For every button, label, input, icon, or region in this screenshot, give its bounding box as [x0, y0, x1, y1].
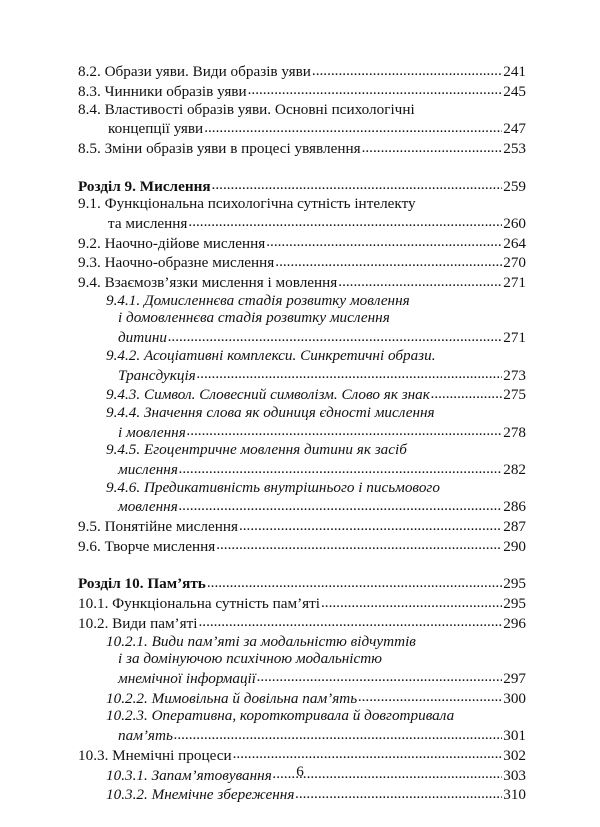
toc-entry-9-1	[78, 213, 526, 233]
toc-entry-9-4-4	[78, 422, 526, 442]
toc-entry-10-2-1-line1: 10.2.1. Види пам’яті за модальністю відчуттів	[106, 632, 416, 650]
toc-entry-page: 253	[503, 140, 526, 158]
toc-chapter-title: Розділ 10. Пам’ять	[78, 575, 206, 593]
toc-entry-page: 271	[503, 329, 526, 347]
toc-entry-page: 271	[503, 274, 526, 292]
toc-entry-10-1	[78, 593, 526, 613]
toc-entry-title: 10.3. Мнемічні процеси	[78, 746, 232, 764]
toc-entry-9-4-4-line1: 9.4.4. Значення слова як одиниця єдності мислення	[106, 403, 435, 421]
toc-entry-9-3	[78, 252, 526, 272]
toc-entry-8-3	[78, 81, 526, 101]
toc-entry-page: 264	[503, 234, 526, 252]
toc-entry-10-2-1-line2: і за домінуючою психічною модальністю	[118, 650, 382, 668]
toc-entry-page: 286	[503, 498, 526, 516]
toc-entry-title: Трансдукція	[118, 366, 196, 384]
toc-entry-9-4-5	[78, 459, 526, 479]
toc-entry-9-4-2	[78, 364, 526, 384]
toc-entry-page: 296	[503, 614, 526, 632]
toc-entry-page: 278	[503, 423, 526, 441]
toc-entry-page: 247	[503, 120, 526, 138]
toc-entry-8-4	[78, 118, 526, 138]
toc-entry-9-4-1-line1: 9.4.1. Домисленнєва стадія розвитку мовлення	[106, 291, 410, 309]
toc-entry-page: 273	[503, 366, 526, 384]
toc-entry-title: мнемічної інформації	[118, 669, 256, 687]
dot-leader	[431, 384, 502, 399]
dot-leader	[204, 118, 502, 133]
toc-entry-page: 301	[503, 727, 526, 745]
toc-entry-page: 259	[503, 177, 526, 195]
toc-entry-title: 8.2. Образи уяви. Види образів уяви	[78, 63, 311, 81]
toc-entry-10-2-3-line1: 10.2.3. Оперативна, короткотривала й довготривала	[106, 707, 455, 725]
dot-leader	[216, 536, 502, 551]
toc-entry-title: 9.4.3. Символ. Словесний символізм. Слово як знак	[106, 386, 430, 404]
toc-entry-title: дитини	[118, 329, 167, 347]
toc-entry-9-4-1-line2: і домовленнєва стадія розвитку мислення	[118, 309, 390, 327]
toc-entry-10-2-3	[78, 725, 526, 745]
dot-leader	[266, 232, 502, 247]
toc-entry-title: і мовлення	[118, 423, 186, 441]
table-of-contents	[78, 61, 526, 804]
dot-leader	[197, 364, 502, 379]
dot-leader	[212, 175, 503, 190]
dot-leader	[257, 668, 502, 683]
toc-entry-page: 303	[503, 766, 526, 784]
toc-entry-title: та мислення	[108, 214, 188, 232]
toc-entry-title: 8.5. Зміни образів уяви в процесі увявлення	[78, 140, 361, 158]
toc-entry-page: 295	[503, 595, 526, 613]
dot-leader	[275, 252, 502, 267]
toc-entry-page: 241	[503, 63, 526, 81]
toc-entry-10-2-2	[78, 688, 526, 708]
toc-entry-9-4	[78, 272, 526, 292]
toc-entry-title: 10.1. Функціональна сутність пам’яті	[78, 595, 320, 613]
toc-entry-9-6	[78, 536, 526, 556]
spacer	[78, 158, 526, 176]
toc-entry-10-3	[78, 745, 526, 765]
toc-entry-page: 297	[503, 669, 526, 687]
toc-entry-page: 290	[503, 538, 526, 556]
toc-chapter-title: Розділ 9. Мислення	[78, 177, 211, 195]
toc-entry-8-5	[78, 138, 526, 158]
toc-entry-9-4-3	[78, 384, 526, 404]
dot-leader	[207, 573, 502, 588]
dot-leader	[338, 272, 502, 287]
dot-leader	[248, 81, 503, 96]
toc-entry-page: 260	[503, 214, 526, 232]
toc-entry-10-2-1	[78, 668, 526, 688]
toc-entry-10-2	[78, 613, 526, 633]
toc-entry-9-2	[78, 232, 526, 252]
toc-chapter-9	[78, 175, 526, 195]
toc-entry-title: 10.3.1. Запам’ятовування	[106, 766, 272, 784]
toc-entry-title: 9.5. Понятійне мислення	[78, 518, 238, 536]
toc-entry-9-4-6-line1: 9.4.6. Предикативність внутрішнього і письмового	[106, 478, 440, 496]
toc-entry-page: 275	[503, 386, 526, 404]
toc-entry-9-4-1	[78, 327, 526, 347]
dot-leader	[187, 422, 502, 437]
toc-entry-title: 9.6. Творче мислення	[78, 538, 216, 556]
dot-leader	[362, 138, 503, 153]
toc-entry-9-5	[78, 516, 526, 536]
toc-entry-page: 287	[503, 518, 526, 536]
toc-entry-page: 310	[503, 786, 526, 804]
dot-leader	[233, 745, 503, 760]
toc-entry-title: 10.2. Види пам’яті	[78, 614, 198, 632]
toc-entry-page: 282	[503, 461, 526, 479]
toc-entry-title: 10.3.2. Мнемічне збереження	[106, 786, 295, 804]
dot-leader	[295, 784, 502, 799]
toc-entry-10-3-2	[78, 784, 526, 804]
toc-entry-title: 8.3. Чинники образів уяви	[78, 82, 247, 100]
dot-leader	[312, 61, 502, 76]
toc-entry-page: 270	[503, 254, 526, 272]
toc-entry-title: мовлення	[118, 498, 178, 516]
toc-entry-9-1-line1: 9.1. Функціональна психологічна сутність інтелекту	[78, 195, 416, 213]
toc-entry-title: 9.2. Наочно-дійове мислення	[78, 234, 266, 252]
toc-entry-title: мислення	[118, 461, 178, 479]
toc-entry-page: 245	[503, 82, 526, 100]
toc-chapter-10	[78, 573, 526, 593]
toc-entry-8-4-line1: 8.4. Властивості образів уяви. Основні психологічні	[78, 100, 415, 118]
toc-entry-title: пам’ять	[118, 727, 173, 745]
dot-leader	[188, 213, 502, 228]
toc-entry-page: 302	[503, 746, 526, 764]
dot-leader	[174, 725, 502, 740]
dot-leader	[321, 593, 502, 608]
dot-leader	[358, 688, 502, 703]
dot-leader	[239, 516, 502, 531]
toc-entry-title: 9.4. Взаємозв’язки мислення і мовлення	[78, 274, 338, 292]
toc-entry-9-4-6	[78, 496, 526, 516]
toc-entry-page: 300	[503, 689, 526, 707]
spacer	[78, 556, 526, 574]
toc-entry-9-4-2-line1: 9.4.2. Асоціативні комплекси. Синкретичні образи.	[106, 346, 436, 364]
toc-entry-title: концепції уяви	[108, 120, 204, 138]
dot-leader	[168, 327, 502, 342]
toc-entry-page: 295	[503, 575, 526, 593]
dot-leader	[179, 459, 502, 474]
dot-leader	[198, 613, 502, 628]
toc-entry-8-2	[78, 61, 526, 81]
dot-leader	[179, 496, 502, 511]
toc-entry-title: 9.3. Наочно-образне мислення	[78, 254, 275, 272]
page-number: 6	[296, 763, 304, 780]
toc-entry-title: 10.2.2. Мимовільна й довільна пам’ять	[106, 689, 358, 707]
toc-entry-9-4-5-line1: 9.4.5. Егоцентричне мовлення дитини як засіб	[106, 441, 407, 459]
